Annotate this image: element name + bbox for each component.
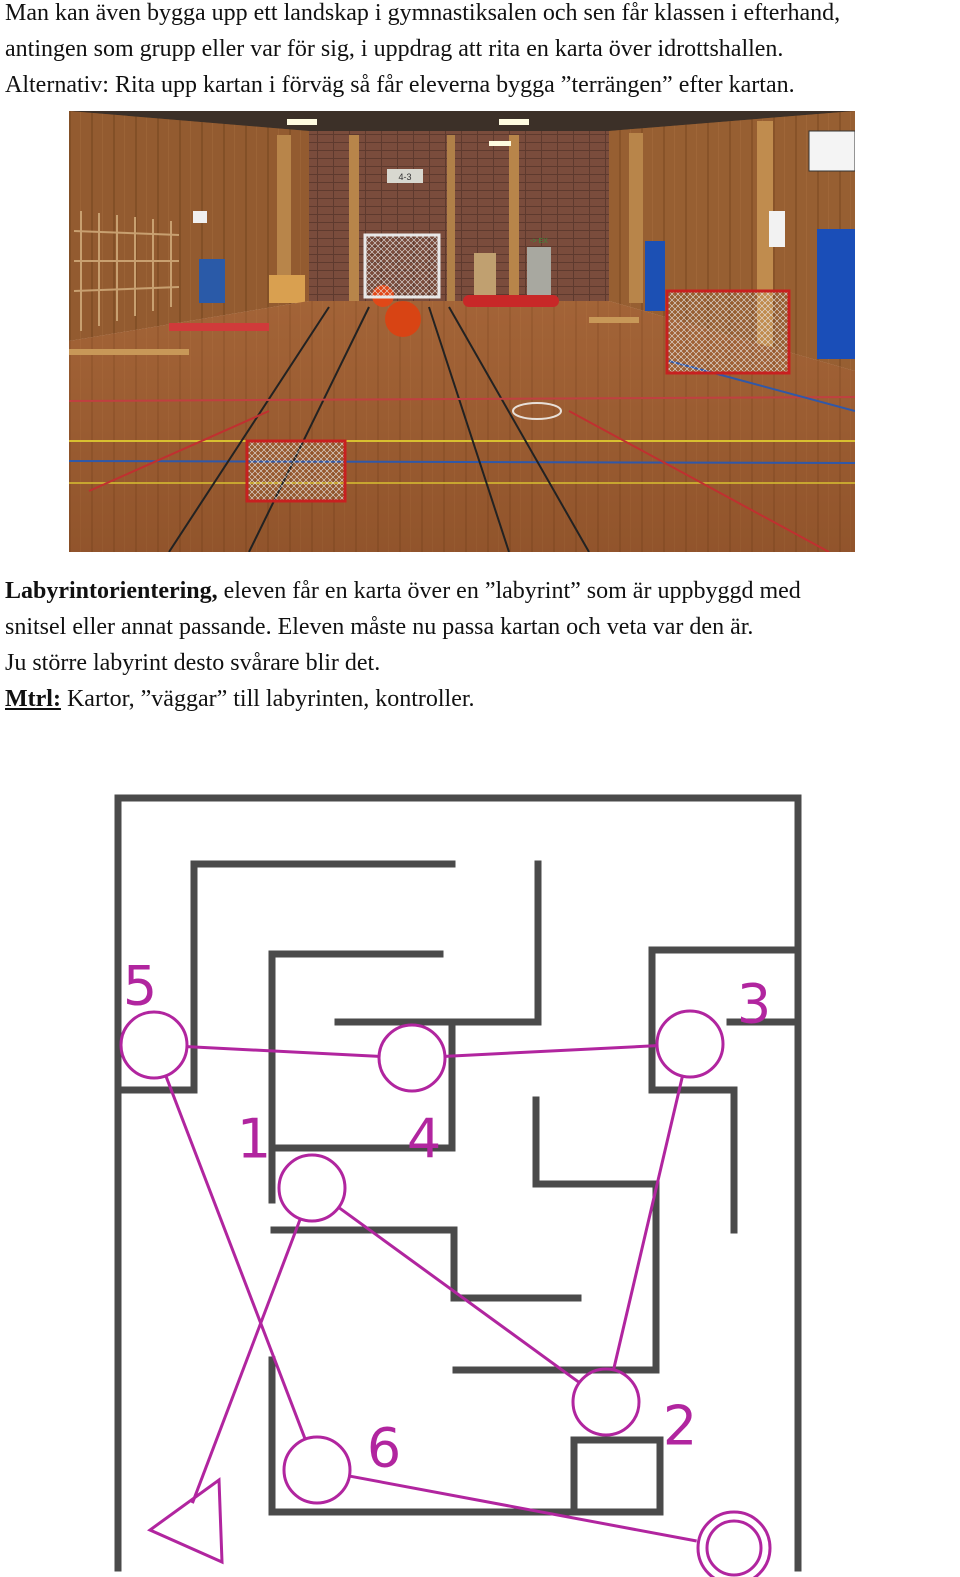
control-label-1: 1 bbox=[236, 1107, 272, 1171]
wall bbox=[456, 1100, 656, 1370]
materials-line bbox=[5, 681, 957, 717]
intro-line-2: antingen som grupp eller var för sig, i uppdrag att rita en karta över idrottshallen. bbox=[5, 36, 784, 62]
control-circle-2 bbox=[573, 1369, 639, 1435]
labyrinth-line-1 bbox=[5, 573, 957, 609]
labyrinth-line-2: snitsel eller annat passande. Eleven måste nu passa kartan och veta var den är. bbox=[5, 614, 754, 640]
control-circle-1 bbox=[279, 1155, 345, 1221]
labyrinth-line-3: Ju större labyrint desto svårare blir det. bbox=[5, 650, 381, 676]
route-leg bbox=[445, 1046, 657, 1057]
labyrinth-term: Labyrintorientering, bbox=[5, 578, 218, 604]
wall bbox=[274, 1230, 578, 1298]
labyrinth-line-1-rest: eleven får en karta över en ”labyrint” som är uppbyggd med bbox=[217, 578, 801, 604]
intro-line-1: Man kan även bygga upp ett landskap i gymnastiksalen och sen får klassen i efterhand, bbox=[5, 0, 841, 26]
scoreboard-text: 4-3 bbox=[398, 172, 412, 182]
intro-line-3: Alternativ: Rita upp kartan i förväg så får eleverna bygga ”terrängen” efter kartan. bbox=[5, 72, 795, 98]
route-leg bbox=[187, 1047, 379, 1057]
gym-hall-photo bbox=[69, 111, 855, 552]
orienteering-route bbox=[121, 1011, 770, 1577]
control-circle-6 bbox=[284, 1437, 350, 1503]
control-label-2: 2 bbox=[662, 1394, 698, 1458]
finish-inner-circle bbox=[707, 1521, 761, 1575]
intro-paragraph bbox=[5, 0, 957, 103]
labyrinth-map bbox=[0, 760, 960, 1577]
control-circle-4 bbox=[379, 1025, 445, 1091]
labyrinth-paragraph bbox=[5, 573, 957, 717]
control-circle-5 bbox=[121, 1012, 187, 1078]
control-label-6: 6 bbox=[366, 1416, 402, 1480]
materials-label: Mtrl: bbox=[5, 686, 61, 712]
control-circle-3 bbox=[657, 1011, 723, 1077]
exit-sign-text: -> EX bbox=[530, 238, 548, 245]
wall bbox=[338, 864, 538, 1022]
control-label-5: 5 bbox=[122, 954, 158, 1018]
control-label-3: 3 bbox=[736, 972, 772, 1036]
materials-text: Kartor, ”väggar” till labyrinten, kontroller. bbox=[60, 686, 475, 712]
wall bbox=[122, 864, 452, 1090]
control-label-4: 4 bbox=[406, 1107, 442, 1171]
route-leg bbox=[614, 1076, 683, 1370]
start-triangle bbox=[150, 1480, 222, 1562]
